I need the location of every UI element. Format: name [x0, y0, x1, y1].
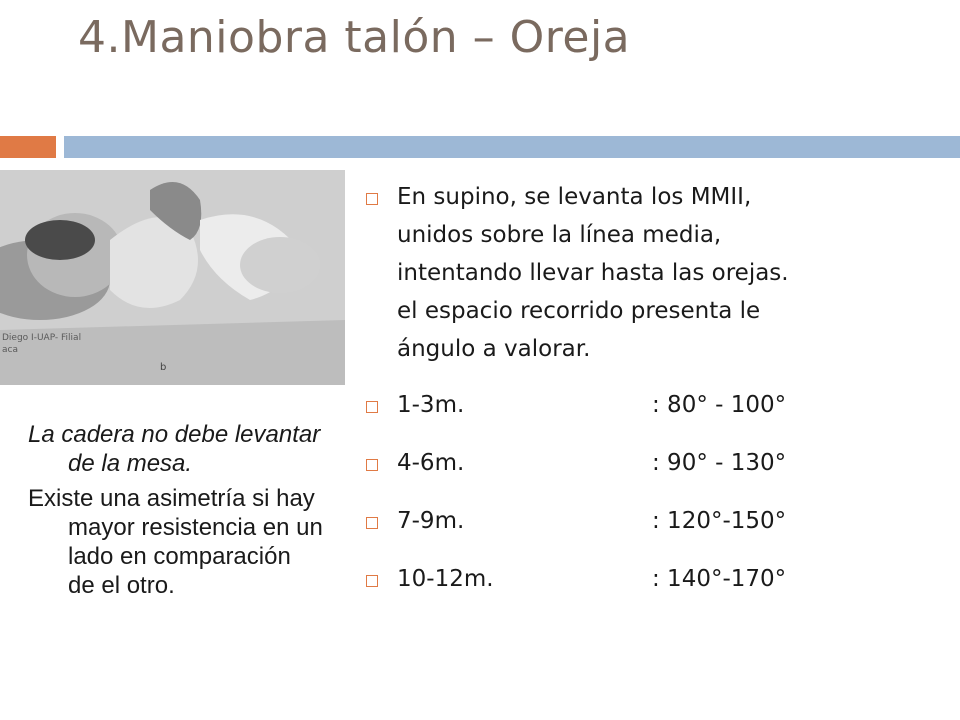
bullet-range [360, 444, 950, 482]
angle-range: : 80° - 100° [652, 392, 787, 418]
note-line: Existe una asimetría si hay [28, 485, 315, 512]
age-label: 4-6m. [397, 450, 465, 476]
accent-bar-orange [0, 136, 56, 158]
bullet-square-icon [366, 575, 378, 587]
bullet-list [360, 178, 950, 618]
note-line: La cadera no debe levantar [28, 421, 321, 448]
bullet-line: el espacio recorrido presenta le [397, 298, 761, 324]
bullet-line: ángulo a valorar. [397, 336, 591, 362]
bullet-intro [360, 178, 950, 368]
bullet-line: En supino, se levanta los MMII, [397, 184, 752, 210]
age-label: 10-12m. [397, 566, 494, 592]
bullet-square-icon [366, 401, 378, 413]
angle-range: : 90° - 130° [652, 450, 787, 476]
bullet-square-icon [366, 517, 378, 529]
age-label: 7-9m. [397, 508, 465, 534]
angle-range: : 140°-170° [652, 566, 787, 592]
note-line: de la mesa. [68, 450, 193, 477]
accent-bar-blue [64, 136, 960, 158]
infant-photo [0, 170, 345, 385]
bullet-range [360, 386, 950, 424]
bullet-square-icon [366, 193, 378, 205]
note-line: de el otro. [68, 572, 175, 599]
caption-line: Diego I-UAP- Filial [2, 333, 82, 343]
age-label: 1-3m. [397, 392, 465, 418]
bullet-square-icon [366, 459, 378, 471]
note-line: lado en comparación [68, 543, 291, 570]
bullet-line: unidos sobre la línea media, [397, 222, 722, 248]
bullet-range [360, 502, 950, 540]
note-paragraph-2 [28, 484, 348, 600]
bullet-range [360, 560, 950, 598]
angle-range: : 120°-150° [652, 508, 787, 534]
bullet-line: intentando llevar hasta las orejas. [397, 260, 789, 286]
slide-title: 4.Maniobra talón – Oreja [78, 12, 631, 63]
photo-caption [2, 332, 122, 356]
note-line: mayor resistencia en un [68, 514, 323, 541]
note-paragraph-1 [28, 420, 348, 478]
caption-line: aca [2, 345, 18, 355]
clinical-note [28, 420, 348, 606]
figure-letter: b [160, 362, 167, 373]
